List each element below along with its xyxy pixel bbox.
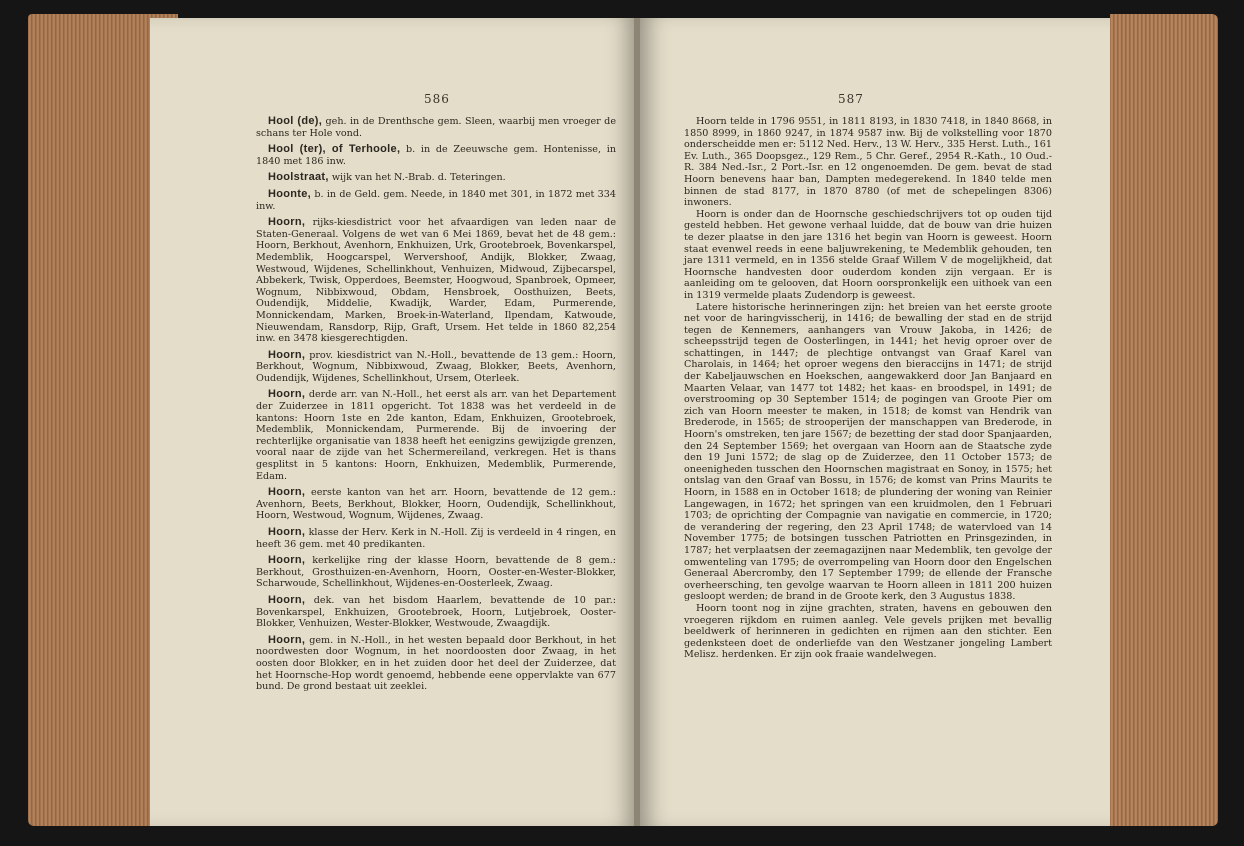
entry-body: rijks-kiesdistrict voor het afvaardigen van leden naar de Staten-Generaal. Volgens de wet van 6 Mei 1869, bevat het de 48 gem.: Hoorn, Berkhout, Avenhorn, Enkhuizen, Urk, Grootebroek, Bovenkarspel, Medemblik, Hoogcarspel, Wervershoof, Andijk, Blokker, Zwaag, Westwoud, Wijdenes, Schellinkhout, Venhuizen, Midwoud, Zijbecarspel, Abbekerk, Twisk, Opperdoes, Beemster, Hoogwoud, Spanbroek, Opmeer, Wognum, Nibbixwoud, Obdam, Hensbroek, Oosthuizen, Beets, Oudendijk, Middelie, Kwadijk, Warder, Edam, Purmerende, Monnickendam, Marken, Broek-in-Waterland, Ilpendam, Katwoude, Nieuwendam, Ransdorp, Rijp, Graft, Ursem. Het telde in 1860 82,254 inw. en 3478 kiesgerechtigden. xyxy=(256,217,616,345)
left-page-number: 586 xyxy=(424,92,450,106)
paragraph: Hoorn telde in 1796 9551, in 1811 8193, in 1830 7418, in 1840 8668, in 1850 8999, in 1860 9247, in 1874 9587 inw. Bij de volkstelling voor 1870 onderscheidde men er: 5112 Ned. Herv., 13 W. Herv., 335 Herst. Luth., 161 Ev. Luth., 365 Doopsgez., 129 Rem., 5 Chr. Geref., 2954 R.-Kath., 10 Oud.-R. 384 Ned.-Isr., 2 Port.-Isr. en 12 ongenoemden. De gem. bevat de stad Hoorn benevens haar ban, Dampten medegerekend. In 1840 telde men binnen de stad 8177, in 1870 8780 (of met de schepelingen 8306) inwoners. xyxy=(684,116,1052,209)
entry-head: Hoorn, xyxy=(268,348,306,361)
dictionary-entry xyxy=(256,350,616,385)
entry-body: gem. in N.-Holl., in het westen bepaald door Berkhout, in het noordwesten door Wognum, in het noordoosten door Zwaag, in het oosten door Blokker, en in het zuiden door het deel der Zuiderzee, dat het Hoornsche-Hop wordt genoemd, hebbende eene oppervlakte van 677 bund. De grond bestaat uit zeeklei. xyxy=(256,634,616,693)
left-page-text xyxy=(256,116,616,698)
entry-body: wijk van het N.-Brab. d. Teteringen. xyxy=(328,172,506,184)
entry-body: kerkelijke ring der klasse Hoorn, bevattende de 8 gem.: Berkhout, Grosthuizen-en-Avenhorn, Hoorn, Ooster-en-Wester-Blokker, Scharwoude, Schellinkhout, Wijdenes-en-Oosterleek, Zwaag. xyxy=(256,555,616,590)
dictionary-entry xyxy=(256,144,616,167)
entry-head: Hoorn, xyxy=(268,486,306,499)
entry-head: Hoorn, xyxy=(268,216,306,229)
dictionary-entry xyxy=(256,217,616,345)
dictionary-entry xyxy=(256,389,616,482)
entry-head: Hoorn, xyxy=(268,526,306,538)
right-page-number: 587 xyxy=(838,92,864,106)
paragraph: Latere historische herinneringen zijn: het breien van het eerste groote net voor de haringvisscherij, in 1416; de bewalling der stad en de strijd tegen de Kennemers, aanhangers van Vrouw Jakoba, in 1426; de scheepsstrijd tegen de Oosterlingen, in 1441; het hevig oproer over de schattingen, in 1447; de plechtige ontvangst van Graaf Karel van Charolais, in 1464; het oproer wegens den bieraccijns in 1471; de strijd der Kabeljauwschen en Hoekschen, aangewakkerd door Jan Banjaard en Maarten Velaar, van 1477 tot 1482; het kaas- en broodspel, in 1491; de overstrooming op 30 September 1514; de pogingen van Groote Pier om zich van Hoorn meester te maken, in 1518; de komst van Hendrik van Brederode, in 1565; de strooperijen der manschappen van Brederode, in Hoorn's omstreken, ten jare 1567; de bezetting der stad door Spanjaarden, den 24 September 1569; het overgaan van Hoorn aan de Staatsche zyde den 19 Juni 1572; de slag op de Zuiderzee, den 11 October 1573; de oneenigheden tusschen den Hoornschen magistraat en Sonoy, in 1575; het ontslag van den Graaf van Bossu, in 1576; de komst van Prins Maurits te Hoorn, in 1588 en in October 1618; de plundering der woning van Reinier Langewagen, in 1672; het springen van een kruidmolen, den 1 Februari 1703; de oprichting der Compagnie van navigatie en commercie, in 1720; de verandering der regering, den 23 April 1748; de watervloed van 14 November 1775; de botsingen tusschen Patriotten en Prinsgezinden, in 1787; het verplaatsen der zeemagazijnen naar Medemblik, ten gevolge der omwenteling van 1795; de overrompeling van Hoorn door den Engelschen Generaal Abercromby, den 17 September 1799; de ellende der Fransche overheersching, ten gevolge waarvan te Hoorn alleen in 1811 200 huizen gesloopt werden; de brand in de Groote kerk, den 3 Augustus 1838. xyxy=(684,301,1052,603)
paragraph: Hoorn toont nog in zijne grachten, straten, havens en gebouwen den vroegeren rijkdom en ruimen aanleg. Vele gevels prijken met bevallig beeldwerk of herinneren in gedichten en rijmen aan den stichter. Een gedenksteen doet de onderliefde van den Westzaner jongeling Lambert Melisz. herdenken. Er zijn ook fraaie wandelwegen. xyxy=(684,602,1052,661)
entry-body: derde arr. van N.-Holl., het eerst als arr. van het Departement der Zuiderzee in 1811 opgericht. Tot 1838 was het verdeeld in de kantons: Hoorn 1ste en 2de kanton, Edam, Enkhuizen, Grootebroek, Medemblik, Monnickendam, Purmerende. Bij de invoering der rechterlijke organisatie van 1838 heeft het eenigzins gewijzigde grenzen, vooral naar de zijde van het Schermereiland, verkregen. Het is thans gesplitst in 5 kantons: Hoorn, Enkhuizen, Medemblik, Purmerende, Edam. xyxy=(256,389,616,482)
entry-head: Hoolstraat, xyxy=(268,171,329,184)
dictionary-entry xyxy=(256,595,616,630)
entry-head: Hool (de), xyxy=(268,115,323,127)
entry-head: Hoorn, xyxy=(268,633,306,646)
dictionary-entry xyxy=(256,555,616,590)
paragraph: Hoorn is onder dan de Hoornsche geschiedschrijvers tot op ouden tijd gesteld hebben. Het gewone verhaal luidde, dat de bouw van drie huizen te dezer plaatse in den jare 1316 het begin van Hoorn is geweest. Hoorn staat evenwel reeds in eene baljuwrekening, te Medemblik gehouden, ten jare 1311 vermeld, en in 1356 stelde Graaf Willem V de mogelijkheid, dat Hoornsche handvesten door ouderdom konden zijn vergaan. Er is aanleiding om te gelooven, dat Hoorn oorspronkelijk een uithoek van een in 1319 vermelde plaats Zudendorp is geweest. xyxy=(684,208,1052,301)
right-page xyxy=(640,18,1110,826)
entry-body: geh. in de Drenthsche gem. Sleen, waarbij men vroeger de schans ter Hole vond. xyxy=(256,116,616,139)
dictionary-entry xyxy=(256,527,616,550)
dictionary-entry xyxy=(256,116,616,139)
entry-head: Hoorn, xyxy=(268,388,306,401)
left-page xyxy=(150,18,636,826)
entry-head: Hoonte, xyxy=(268,187,312,200)
book-page-edges-right xyxy=(1110,14,1218,826)
dictionary-entry xyxy=(256,189,616,212)
entry-body: dek. van het bisdom Haarlem, bevattende de 10 par.: Bovenkarspel, Enkhuizen, Grootebroek, Hoorn, Lutjebroek, Ooster-Blokker, Venhuizen, Wester-Blokker, Westwoude, Zwaagdijk. xyxy=(256,594,616,630)
entry-body: eerste kanton van het arr. Hoorn, bevattende de 12 gem.: Avenhorn, Beets, Berkhout, Blokker, Hoorn, Oudendijk, Schellinkhout, Hoorn, Westwoud, Wognum, Wijdenes, Zwaag. xyxy=(256,487,616,522)
entry-head: Hoorn, xyxy=(268,554,306,567)
entry-head: Hool (ter), of Terhoole, xyxy=(268,143,401,156)
entry-head: Hoorn, xyxy=(268,593,306,606)
entry-body: b. in de Zeeuwsche gem. Hontenisse, in 1840 met 186 inw. xyxy=(256,144,616,167)
entry-body: prov. kiesdistrict van N.-Holl., bevattende de 13 gem.: Hoorn, Berkhout, Wognum, Nibbixwoud, Zwaag, Blokker, Beets, Avenhorn, Oudendijk, Wijdenes, Schellinkhout, Ursem, Oterleek. xyxy=(256,349,616,384)
entry-body: b. in de Geld. gem. Neede, in 1840 met 301, in 1872 met 334 inw. xyxy=(256,188,616,212)
dictionary-entry xyxy=(256,172,616,184)
dictionary-entry xyxy=(256,635,616,693)
right-page-text xyxy=(684,116,1052,661)
dictionary-entry xyxy=(256,487,616,522)
entry-body: klasse der Herv. Kerk in N.-Holl. Zij is verdeeld in 4 ringen, en heeft 36 gem. met 40 predikanten. xyxy=(256,527,616,550)
